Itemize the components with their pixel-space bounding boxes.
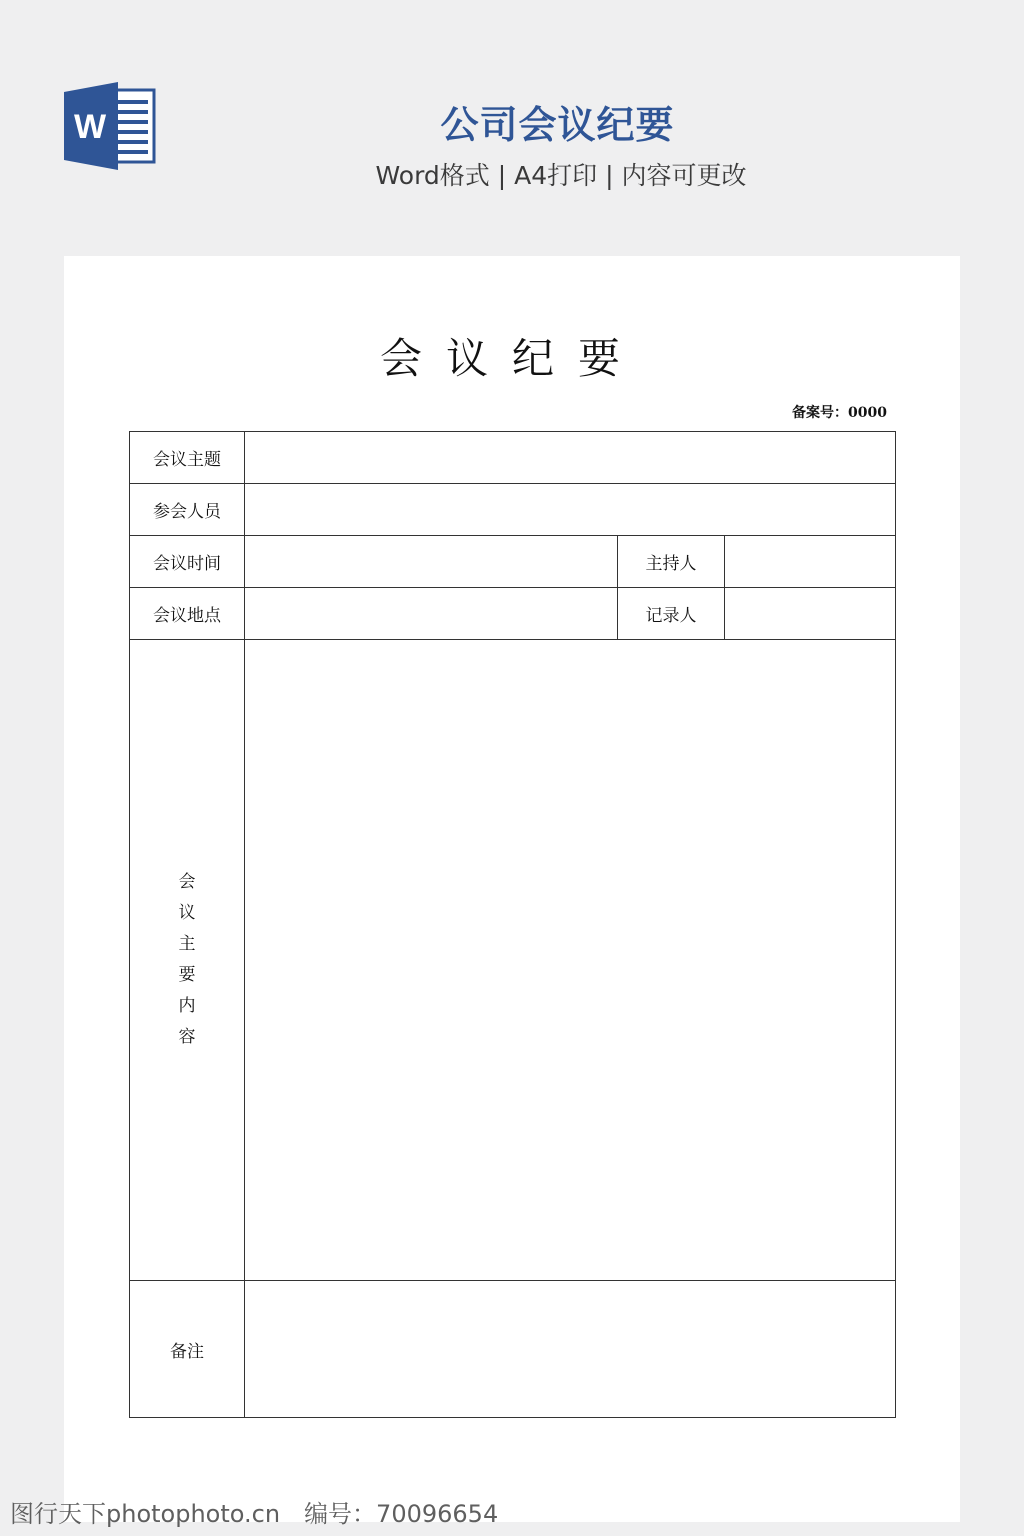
watermark-site: 图行天下photophoto.cn [10, 1500, 281, 1528]
recorder-field[interactable] [725, 588, 896, 640]
meeting-minutes-table [129, 431, 896, 1418]
topic-field[interactable] [245, 432, 896, 484]
table-row [130, 1281, 896, 1418]
document-title: 会议纪要 [379, 334, 644, 383]
word-icon-letter: W [73, 108, 107, 146]
attendees-label: 参会人员 [130, 484, 245, 536]
host-field[interactable] [725, 536, 896, 588]
recorder-label: 记录人 [618, 588, 725, 640]
table-row [130, 536, 896, 588]
topic-label: 会议主题 [130, 432, 245, 484]
location-field[interactable] [245, 588, 618, 640]
banner-subtitle: Word格式 | A4打印 | 内容可更改 [375, 161, 747, 190]
main-content-label-char: 容 [178, 1027, 196, 1047]
time-field[interactable] [245, 536, 618, 588]
watermark [10, 1494, 498, 1529]
record-number: 备案号：0000 [792, 405, 887, 421]
banner-title: 公司会议纪要 [440, 103, 675, 147]
watermark-id: 编号：70096654 [304, 1500, 499, 1528]
table-row [130, 432, 896, 484]
table-row [130, 640, 896, 1281]
table-row [130, 484, 896, 536]
time-label: 会议时间 [130, 536, 245, 588]
remarks-field[interactable] [245, 1281, 896, 1418]
main-content-label [130, 640, 245, 1281]
location-label: 会议地点 [130, 588, 245, 640]
attendees-field[interactable] [245, 484, 896, 536]
main-content-label-char: 主 [178, 934, 196, 954]
main-content-label-char: 内 [178, 996, 196, 1016]
main-content-label-char: 会 [178, 872, 196, 892]
main-content-field[interactable] [245, 640, 896, 1281]
main-content-label-char: 要 [178, 965, 196, 985]
main-content-label-char: 议 [178, 903, 196, 923]
table-row [130, 588, 896, 640]
remarks-label: 备注 [130, 1281, 245, 1418]
host-label: 主持人 [618, 536, 725, 588]
